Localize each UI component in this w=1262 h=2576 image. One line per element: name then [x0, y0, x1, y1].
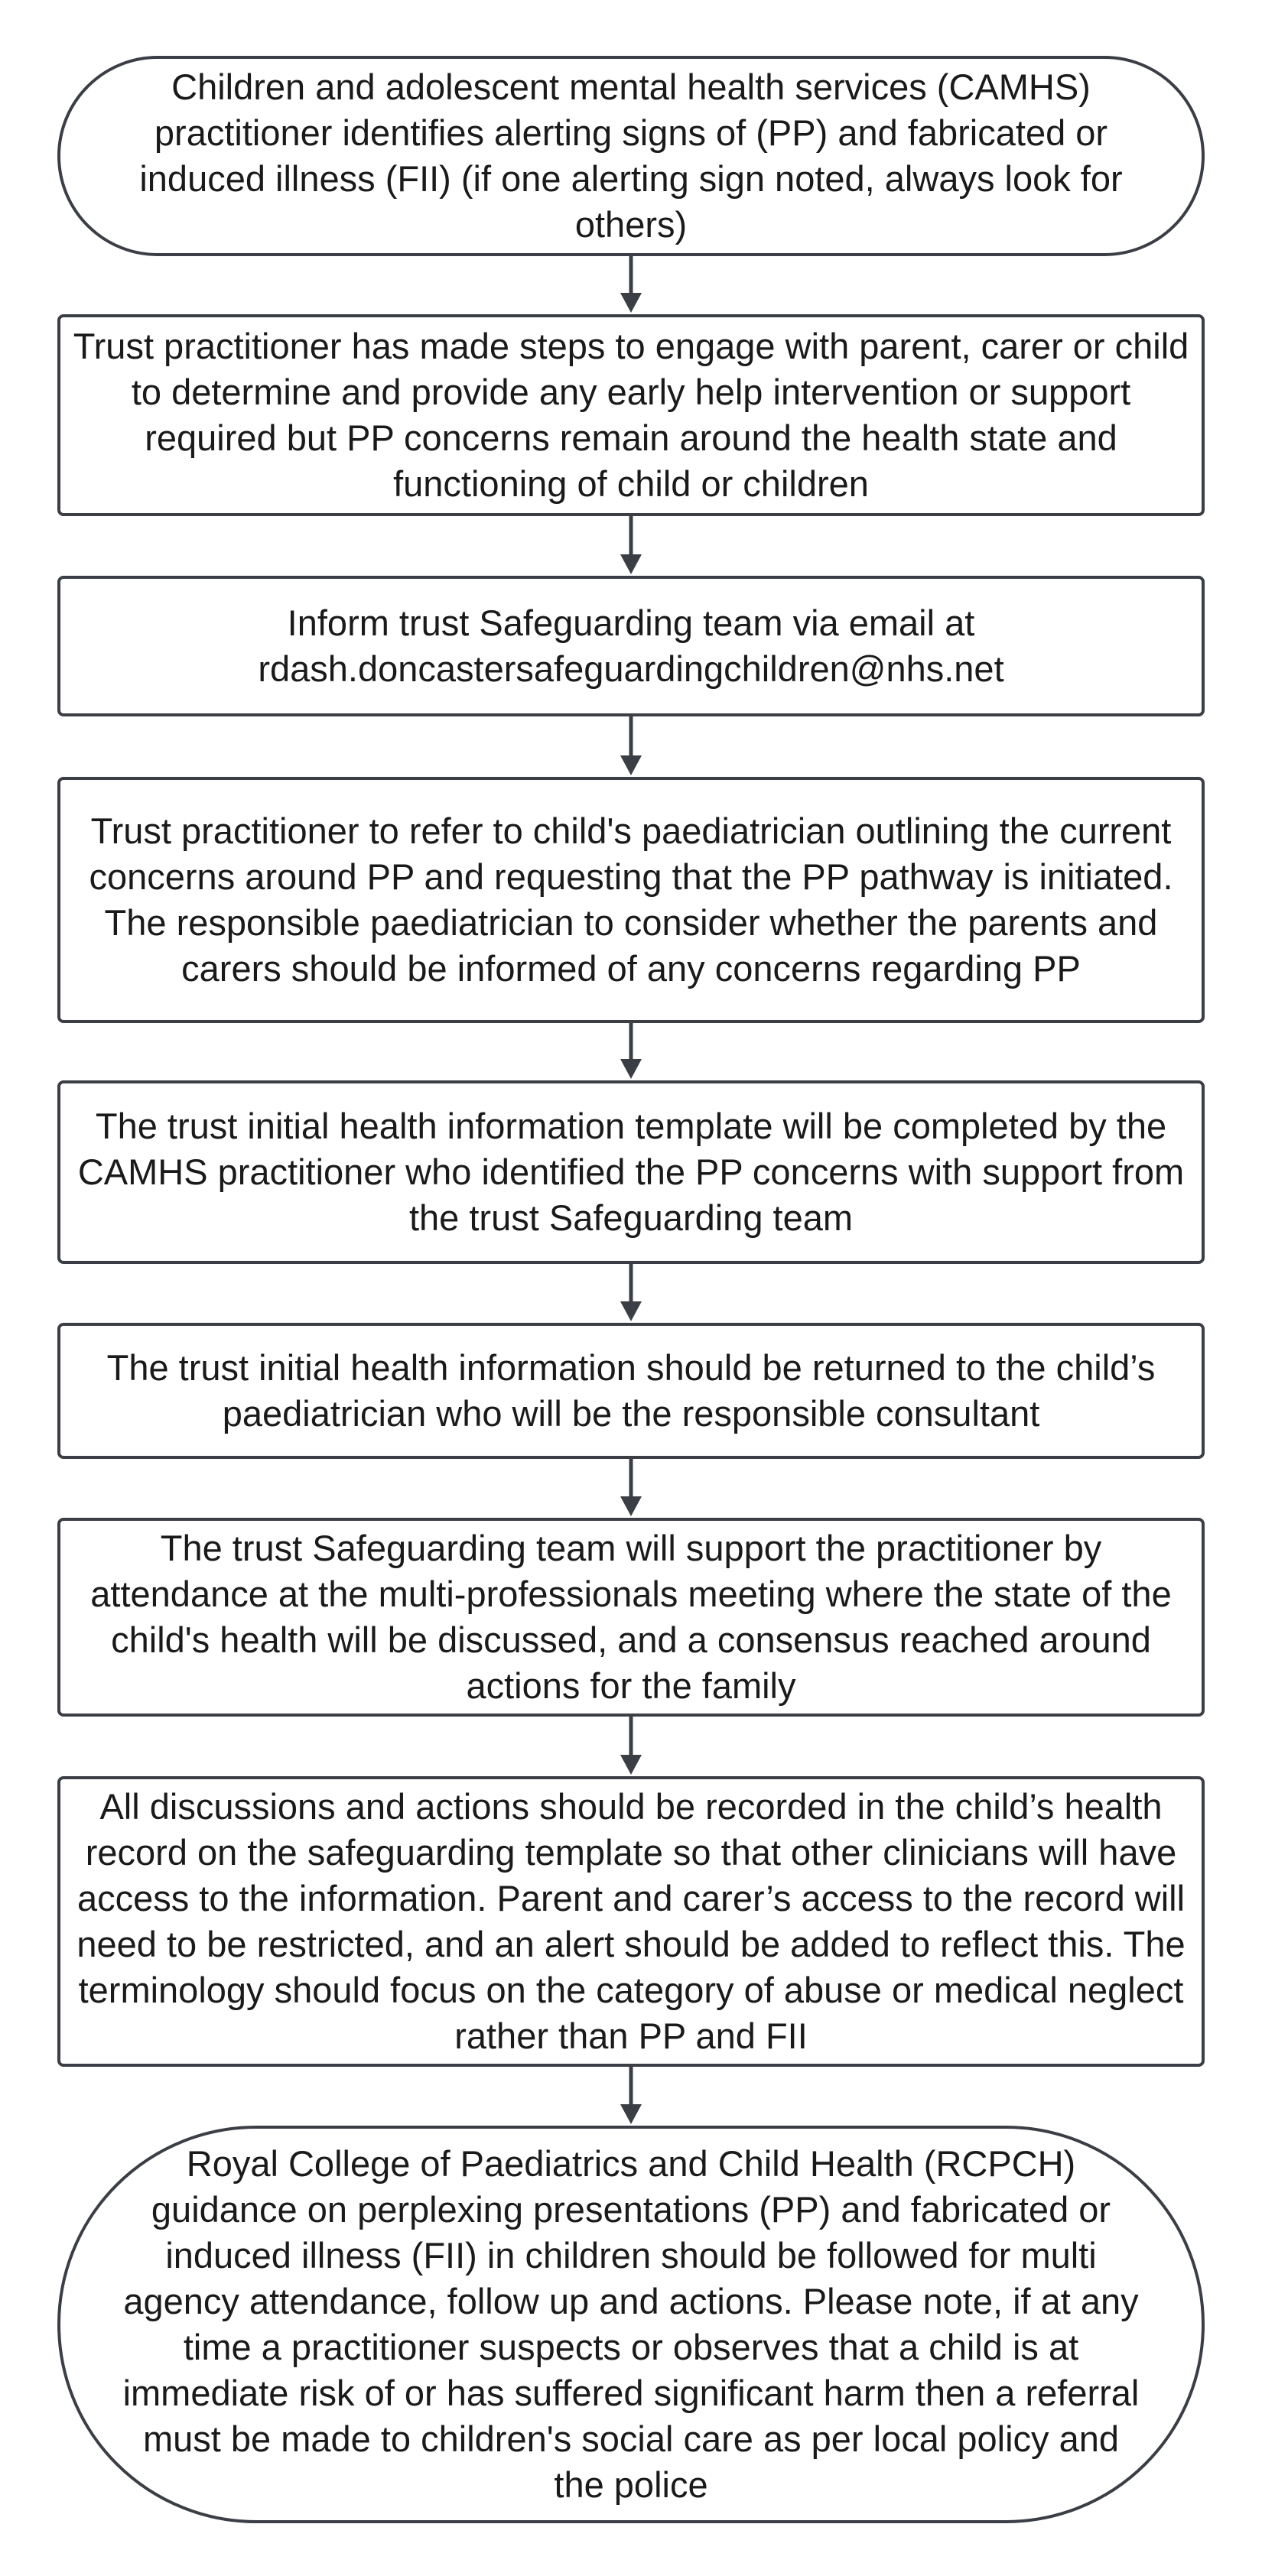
- arrow-n2-n3: [620, 516, 642, 574]
- node-text: Trust practitioner to refer to child's paediatrician outlining the current concerns around PP and requesting that the PP pathway is initiated. The responsible paediatrician to consider whether the parents and carers should be informed of any concerns regarding PP: [89, 810, 1173, 989]
- arrow-n6-n7: [620, 1459, 642, 1516]
- arrow-n7-n8: [620, 1717, 642, 1775]
- node-text: Trust practitioner has made steps to engage with parent, carer or child to determine and provide any early help intervention or support required but PP concerns remain around the health state and functioning of child or children: [73, 326, 1189, 504]
- node-text: The trust initial health information should be returned to the child’s paediatrician who will be the responsible consultant: [106, 1347, 1156, 1434]
- arrow-n4-n5: [620, 1023, 642, 1079]
- step-engage-parent-carer: [57, 314, 1205, 516]
- start-node-alerting-signs: [57, 56, 1205, 256]
- arrow-n5-n6: [620, 1264, 642, 1321]
- node-text: All discussions and actions should be recorded in the child’s health record on the safeguarding template so that other clinicians will have access to the information. Parent and carer’s access to the record will need to be restricted, and an alert should be added to reflect this. The terminology should focus on the category of abuse or medical neglect rather than PP and FII: [76, 1786, 1186, 2056]
- step-record-discussions: [57, 1776, 1205, 2067]
- arrow-n8-n9: [620, 2067, 642, 2124]
- end-node-rcpch-guidance: [57, 2126, 1205, 2523]
- node-text: The trust initial health information template will be completed by the CAMHS practitioner who identified the PP concerns with support from the trust Safeguarding team: [77, 1106, 1185, 1238]
- step-complete-health-template: [57, 1080, 1205, 1264]
- arrow-n1-n2: [620, 256, 642, 313]
- arrow-n3-n4: [620, 716, 642, 775]
- step-return-to-paediatrician: [57, 1323, 1205, 1459]
- node-text: Royal College of Paediatrics and Child Health (RCPCH) guidance on perplexing presentations (PP) and fabricated or induced illness (FII) in children should be followed for multi agency attendance, follow up and actions. Please note, if at any time a practitioner suspects or observes that a child is at immediate risk of or has suffered significant harm then a referral must be made to children's social care as per local policy and the police: [122, 2143, 1140, 2505]
- node-text: The trust Safeguarding team will support the practitioner by attendance at the multi-professionals meeting where the state of the child's health will be discussed, and a consensus reached around actions for the family: [90, 1528, 1172, 1706]
- step-inform-safeguarding-team: [57, 576, 1205, 716]
- step-multi-professionals-meeting: [57, 1518, 1205, 1717]
- node-text: Inform trust Safeguarding team via email at rdash.doncastersafeguardingchildren@nhs.net: [258, 603, 1004, 689]
- node-text: Children and adolescent mental health services (CAMHS) practitioner identifies alerting signs of (PP) and fabricated or induced illness (FII) (if one alerting sign noted, always look for others): [139, 67, 1123, 245]
- step-refer-to-paediatrician: [57, 777, 1205, 1023]
